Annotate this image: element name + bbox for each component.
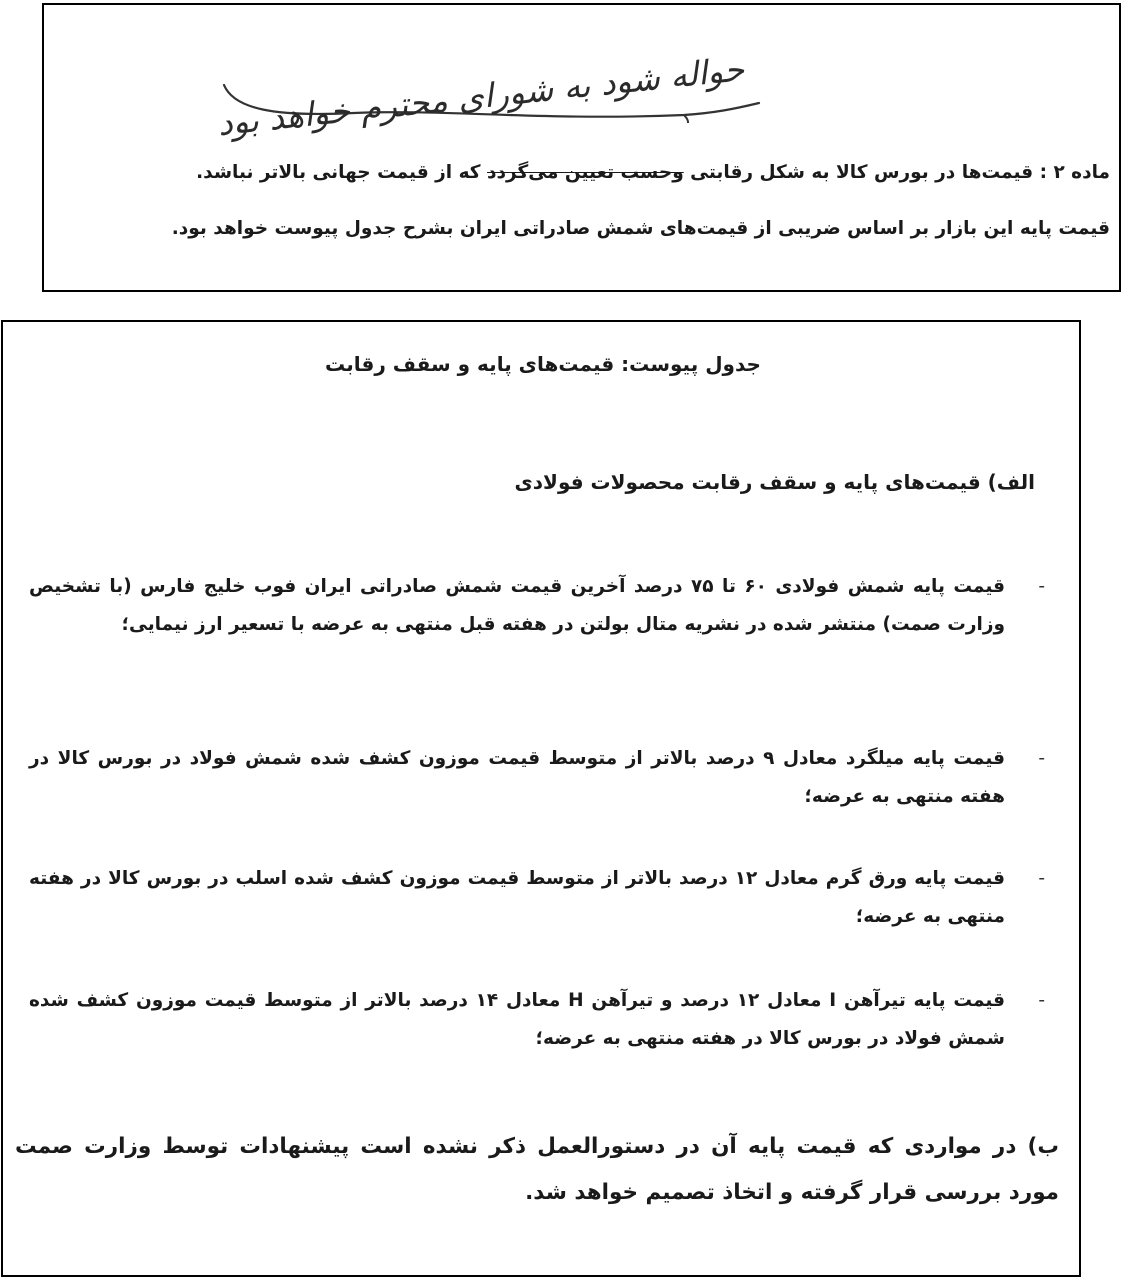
article-2-label: ماده ۲ : — [1039, 162, 1110, 183]
dash-marker: - — [1038, 748, 1045, 769]
annex-box — [1, 320, 1081, 1277]
article-box — [42, 3, 1121, 292]
article-2 — [64, 155, 1110, 247]
list-item: - قیمت پایه شمش فولادی ۶۰ تا ۷۵ درصد آخرین قیمت شمش صادراتی ایران فوب خلیج فارس (با تشخیص وزارت صمت) منتشر شده در نشریه متال بولتن در هفته قبل منتهی به عرضه با تسعیر ارز نیمایی؛ — [29, 568, 1039, 644]
handwritten-note: حواله شود به شورای محترم خواهد بود — [215, 49, 747, 144]
article-2-line-1: ماده ۲ : قیمت‌ها در بورس کالا به شکل رقابتی وحسب تعیین می‌گردد که از قیمت جهانی بالاتر نباشد. — [196, 162, 1110, 183]
dash-marker: - — [1038, 576, 1045, 597]
list-item: - قیمت پایه میلگرد معادل ۹ درصد بالاتر از متوسط قیمت موزون کشف شده شمش فولاد در بورس کالا در هفته منتهی به عرضه؛ — [29, 740, 1039, 816]
list-item: - قیمت پایه تیرآهن I معادل ۱۲ درصد و تیرآهن H معادل ۱۴ درصد بالاتر از متوسط قیمت موزون کشف شده شمش فولاد در بورس کالا در هفته منتهی به عرضه؛ — [29, 982, 1039, 1058]
struck-text: وحسب تعیین می‌گردد — [487, 162, 684, 183]
dash-marker: - — [1038, 868, 1045, 889]
dash-marker: - — [1038, 990, 1045, 1011]
section-b-paragraph: ب) در مواردی که قیمت پایه آن در دستورالعمل ذکر نشده است پیشنهادات توسط وزارت صمت مورد بررسی قرار گرفته و اتخاذ تصمیم خواهد شد. — [15, 1134, 1059, 1205]
list-item: - قیمت پایه ورق گرم معادل ۱۲ درصد بالاتر از متوسط قیمت موزون کشف شده اسلب در بورس کالا در هفته منتهی به عرضه؛ — [29, 860, 1039, 936]
section-a-heading: الف) قیمت‌های پایه و سقف رقابت محصولات فولادی — [514, 470, 1035, 494]
annex-title: جدول پیوست: قیمت‌های پایه و سقف رقابت — [325, 352, 761, 376]
article-2-line-2: قیمت پایه این بازار بر اساس ضریبی از قیمت‌های شمش صادراتی ایران بشرح جدول پیوست خواهد بود. — [171, 218, 1110, 239]
